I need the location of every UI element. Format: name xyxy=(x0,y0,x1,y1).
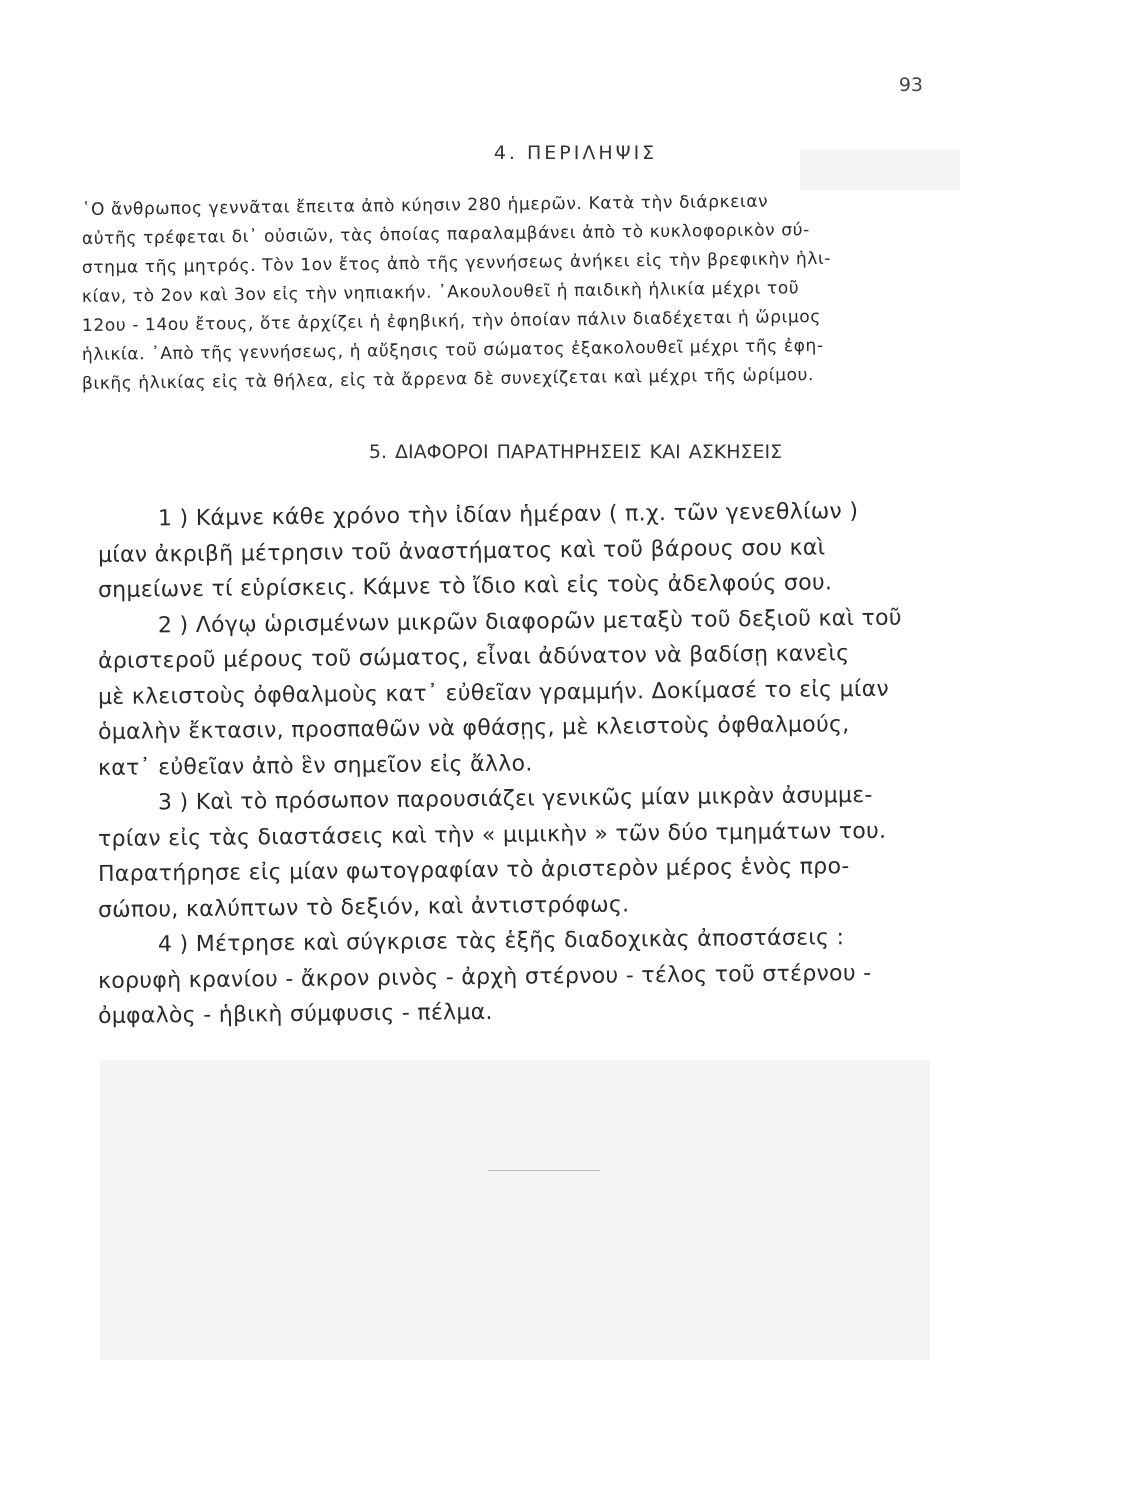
exercise-line: κατ᾽ εὐθεῖαν ἀπὸ ἓν σημεῖον εἰς ἄλλο. xyxy=(97,750,533,781)
summary-line: 12ου - 14ου ἔτους, ὅτε ἀρχίζει ἡ ἐφηβική, τὴν ὁποίαν πάλιν διαδέχεται ἡ ὥριμος xyxy=(81,306,822,336)
divider-rule xyxy=(488,1170,600,1171)
section-5-heading: 5. ΔΙΑΦΟΡΟΙ ΠΑΡΑΤΗΡΗΣΕΙΣ ΚΑΙ ΑΣΚΗΣΕΙΣ xyxy=(368,441,783,463)
exercise-line: κορυφὴ κρανίου - ἄκρον ρινὸς - ἀρχὴ στέρνου - τέλος τοῦ στέρνου - xyxy=(97,960,872,994)
exercise-line: Παρατήρησε εἰς μίαν φωτογραφίαν τὸ ἀριστερὸν μέρος ἑνὸς προ- xyxy=(97,854,850,887)
exercise-line: 1 ) Κάμνε κάθε χρόνο τὴν ἰδίαν ἡμέραν ( π.χ. τῶν γενεθλίων ) xyxy=(157,499,859,532)
summary-paragraph xyxy=(81,191,932,399)
summary-line: αὐτῆς τρέφεται δι᾽ οὐσιῶν, τὰς ὁποίας παραλαμβάνει ἀπὸ τὸ κυκλοφορικὸν σύ- xyxy=(81,220,810,249)
summary-line: ἡλικία. ᾽Απὸ τῆς γεννήσεως, ἡ αὔξησις τοῦ σώματος ἐξακολουθεῖ μέχρι τῆς ἐφη- xyxy=(81,335,824,365)
summary-line: ῾Ο ἄνθρωπος γεννᾶται ἔπειτα ἀπὸ κύησιν 280 ἡμερῶν. Κατὰ τὴν διάρκειαν xyxy=(81,191,769,220)
section-4-heading: 4. ΠΕΡΙΛΗΨΙΣ xyxy=(493,142,658,164)
exercise-line: 4 ) Μέτρησε καὶ σύγκρισε τὰς ἑξῆς διαδοχικὰς ἀποστάσεις : xyxy=(157,925,845,958)
exercise-line: ὁμαλὴν ἔκτασιν, προσπαθῶν νὰ φθάσῃς, μὲ κλειστοὺς ὀφθαλμούς, xyxy=(97,712,850,745)
page-number: 93 xyxy=(898,74,923,96)
exercise-line: 2 ) Λόγῳ ὡρισμένων μικρῶν διαφορῶν μεταξὺ τοῦ δεξιοῦ καὶ τοῦ xyxy=(157,605,903,638)
exercise-line: μίαν ἀκριβῆ μέτρησιν τοῦ ἀναστήματος καὶ τοῦ βάρους σου καὶ xyxy=(97,534,826,568)
exercises-list xyxy=(97,499,948,1035)
exercise-line: σώπου, καλύπτων τὸ δεξιόν, καὶ ἀντιστρόφως. xyxy=(97,891,630,923)
bleed-through-shadow-bottom xyxy=(100,1060,930,1360)
exercise-line: 3 ) Καὶ τὸ πρόσωπον παρουσιάζει γενικῶς μίαν μικρὰν ἀσυμμε- xyxy=(157,782,873,816)
exercise-line: μὲ κλειστοὺς ὀφθαλμοὺς κατ᾽ εὐθεῖαν γραμμήν. Δοκίμασέ το εἰς μίαν xyxy=(97,676,890,710)
exercise-line: τρίαν εἰς τὰς διαστάσεις καὶ τὴν « μιμικὴν » τῶν δύο τμημάτων του. xyxy=(97,818,887,852)
exercise-line: ἀριστεροῦ μέρους τοῦ σώματος, εἶναι ἀδύνατον νὰ βαδίσῃ κανεὶς xyxy=(97,641,850,674)
summary-line: κίαν, τὸ 2ον καὶ 3ον εἰς τὴν νηπιακήν. ᾽Ακουλουθεῖ ἡ παιδικὴ ἡλικία μέχρι τοῦ xyxy=(81,278,800,307)
summary-line: στημα τῆς μητρός. Τὸν 1ον ἔτος ἀπὸ τῆς γεννήσεως ἀνήκει εἰς τὴν βρεφικὴν ἡλι- xyxy=(81,248,832,278)
exercise-line: ὀμφαλὸς - ἡβικὴ σύμφυσις - πέλμα. xyxy=(97,999,493,1029)
summary-line: βικῆς ἡλικίας εἰς τὰ θήλεα, εἰς τὰ ἄρρενα δὲ συνεχίζεται καὶ μέχρι τῆς ὡρίμου. xyxy=(81,365,815,394)
exercise-line: σημείωνε τί εὑρίσκεις. Κάμνε τὸ ἴδιο καὶ εἰς τοὺς ἀδελφούς σου. xyxy=(97,570,833,603)
